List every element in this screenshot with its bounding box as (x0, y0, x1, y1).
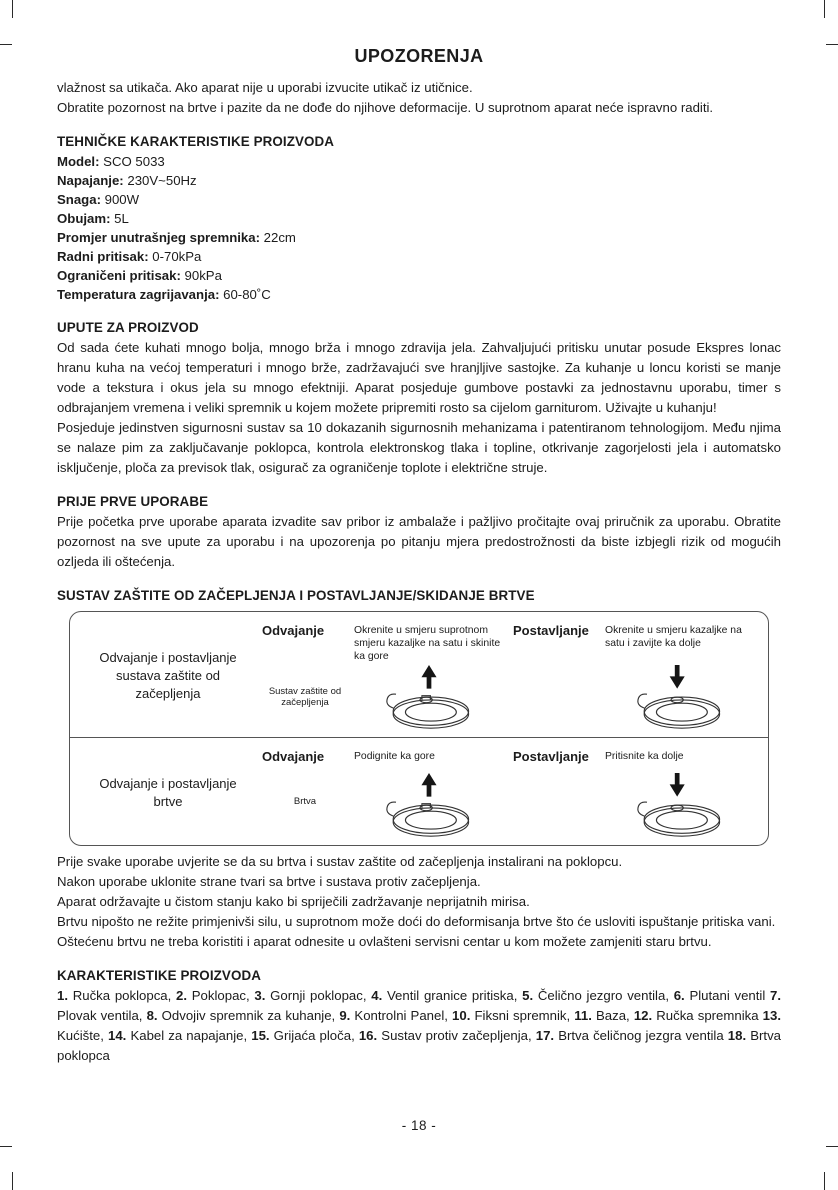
up-arrow-icon (421, 665, 436, 689)
care-note-line: Aparat održavajte u čistom stanju kako bi spriječili zadržavanje neprijatnih mirisa. (57, 894, 530, 909)
section-heading-first-use: PRIJE PRVE UPORABE (57, 494, 209, 509)
section-heading-features: KARAKTERISTIKE PROIZVODA (57, 968, 262, 983)
spec-row (57, 190, 781, 209)
spec-label: Temperatura zagrijavanja: (57, 287, 220, 302)
spec-value: 0-70kPa (148, 249, 202, 264)
feature-item (57, 988, 176, 1003)
feature-text: Odvojiv spremnik za kuhanje, (157, 1008, 340, 1023)
spec-row (57, 209, 781, 228)
feature-text: Ručka poklopca, (68, 988, 177, 1003)
intro-paragraphs (57, 78, 781, 118)
remove-description: Podignite ka gore (354, 751, 435, 762)
diagram-row-filter-label: Odvajanje i postavljanje sustava zaštite od začepljenja (99, 650, 237, 701)
lid-drawing (380, 773, 478, 839)
section-heading-seal-system: SUSTAV ZAŠTITE OD ZAČEPLJENJA I POSTAVLJANJE/SKIDANJE BRTVE (57, 588, 535, 603)
intro-line: Obratite pozornost na brtve i pazite da ne dođe do njihove deformacije. U suprotnom aparat neće ispravno raditi. (57, 100, 714, 115)
feature-number: 12. (633, 1008, 653, 1023)
feature-text: Kontrolni Panel, (350, 1008, 453, 1023)
spec-value: 230V~50Hz (123, 173, 197, 188)
feature-number: 15. (251, 1028, 270, 1043)
spec-list (57, 152, 781, 304)
product-guide-paragraph: Od sada ćete kuhati mnogo bolja, mnogo brža i mnogo zdravija jela. Zahvaljujući pritisku unutar posude Ekspres lonac hranu kuha na većoj temperaturi i mnogo brže, zadržavajući sve hranjljive sastojke. Za kuhanje u loncu koristi se manje vode a tekstura i okus jela su mnogo efektniji. Aparat posjeduje gumbove postavki za jednostavnu uporabu, timer s odbrajanjem vremena i veliki spremnik u kojem možete pripremiti rosto sa cijelom garniturom. Uživajte u kuhanju! (57, 340, 781, 415)
spec-row (57, 247, 781, 266)
feature-item (254, 988, 371, 1003)
feature-item (574, 1008, 634, 1023)
spec-row (57, 152, 781, 171)
features-list (57, 988, 781, 1063)
spec-row (57, 228, 781, 247)
spec-label: Obujam: (57, 211, 111, 226)
remove-title: Odvajanje (262, 623, 325, 638)
spec-value: 60-80˚C (219, 287, 271, 302)
spec-value: 5L (110, 211, 129, 226)
remove-caption: Sustav zaštite od začepljenja (268, 686, 342, 708)
filter-install-group (507, 621, 758, 731)
remove-title: Odvajanje (262, 749, 325, 764)
care-note-line: Brtvu nipošto ne režite primjenivši silu, u suprotnom može doći do deformisanja brtve što će usloviti ispuštanje pritiska vani. (57, 914, 776, 929)
spec-label: Radni pritisak: (57, 249, 149, 264)
remove-description: Okrenite u smjeru suprotnom smjeru kazaljke na satu i skinite ka gore (354, 625, 501, 662)
feature-number: 4. (371, 988, 383, 1003)
up-arrow-icon (421, 773, 436, 797)
spec-value: 900W (100, 192, 140, 207)
feature-item (452, 1008, 574, 1023)
care-note-line: Prije svake uporabe uvjerite se da su brtva i sustav zaštite od začepljenja instalirani na poklopcu. (57, 854, 623, 869)
down-arrow-icon (669, 773, 684, 797)
intro-line: vlažnost sa utikača. Ako aparat nije u uporabi izvucite utikač iz utičnice. (57, 80, 473, 95)
feature-item (536, 1028, 728, 1043)
feature-item (108, 1028, 251, 1043)
section-heading-specs: TEHNIČKE KARAKTERISTIKE PROIZVODA (57, 134, 335, 149)
product-guide-paragraph: Posjeduje jedinstven sigurnosni sustav sa 10 dokazanih sigurnosnih mehanizama i patentiranom tehnologijom. Među njima se nalaze pim za zaključavanje poklopca, kontrola elektronskog tlaka i topline, otkrivanje zagorjelosti jela i automatsko isključenje, ploča za previsok tlak, osigurač za ograničenje toplote i električne struje. (57, 420, 781, 475)
diagram-row-filter (70, 612, 768, 737)
feature-text: Gornji poklopac, (265, 988, 372, 1003)
feature-text: Grijaća ploča, (269, 1028, 359, 1043)
feature-text: Ručka spremnika (652, 1008, 763, 1023)
feature-text: Fiksni spremnik, (470, 1008, 575, 1023)
feature-number: 7. (770, 988, 782, 1003)
feature-number: 9. (339, 1008, 351, 1023)
spec-row (57, 285, 781, 304)
feature-number: 13. (762, 1008, 781, 1023)
feature-text: Kućište, (57, 1028, 109, 1043)
feature-text: Poklopac, (187, 988, 255, 1003)
spec-label: Model: (57, 154, 100, 169)
spec-value: SCO 5033 (99, 154, 165, 169)
feature-number: 1. (57, 988, 68, 1003)
product-guide-paragraphs (57, 338, 781, 478)
first-use-paragraph: Prije početka prve uporabe aparata izvadite sav pribor iz ambalaže i pažljivo pročitajte ovaj priručnik za uporabu. Obratite pozornost na sve upute za uporabu i na upozorenja po pitanju mjera predostrožnosti da biste izbjegli rizik od mogućih ozljeda ili oštećenja. (57, 514, 781, 569)
feature-number: 18. (727, 1028, 747, 1043)
feature-number: 14. (108, 1028, 127, 1043)
lid-illustration-remove-gasket (354, 771, 503, 839)
lid-drawing (380, 665, 478, 731)
filter-remove-group (256, 621, 507, 731)
gasket-remove-group (256, 747, 507, 839)
spec-row (57, 266, 781, 285)
seal-diagram-box (69, 611, 769, 846)
feature-number: 2. (176, 988, 188, 1003)
feature-item (359, 1028, 536, 1043)
feature-item (522, 988, 674, 1003)
feature-number: 10. (452, 1008, 471, 1023)
care-notes (57, 852, 781, 952)
lid-illustration-install-filter (605, 663, 754, 731)
diagram-row-gasket (70, 737, 768, 845)
features-paragraph (57, 986, 781, 1066)
feature-text: Baza, (591, 1008, 634, 1023)
feature-text: Brtva poklopca (57, 1028, 781, 1063)
feature-number: 8. (146, 1008, 158, 1023)
feature-item (251, 1028, 359, 1043)
feature-number: 5. (522, 988, 534, 1003)
feature-text: Kabel za napajanje, (126, 1028, 252, 1043)
lid-illustration-install-gasket (605, 771, 754, 839)
page-number: - 18 - (401, 1118, 437, 1133)
care-note-line: Oštećenu brtvu ne treba koristiti i aparat odnesite u ovlašteni servisni centar u kom možete zamjeniti staru brtvu. (57, 934, 712, 949)
feature-number: 17. (535, 1028, 555, 1043)
diagram-row-gasket-label: Odvajanje i postavljanje brtve (99, 776, 237, 809)
feature-number: 3. (254, 988, 266, 1003)
first-use-paragraphs (57, 512, 781, 572)
feature-number: 16. (358, 1028, 378, 1043)
install-description: Pritisnite ka dolje (605, 751, 684, 762)
feature-item (176, 988, 254, 1003)
feature-text: Brtva čeličnog jezgra ventila (554, 1028, 728, 1043)
lid-illustration-remove-filter (354, 663, 503, 731)
feature-number: 11. (574, 1008, 592, 1023)
feature-item (371, 988, 522, 1003)
spec-label: Ograničeni pritisak: (57, 268, 181, 283)
page-title: UPOZORENJA (354, 46, 484, 66)
install-title: Postavljanje (513, 623, 589, 638)
lid-drawing (631, 665, 729, 731)
feature-text: Sustav protiv začepljenja, (377, 1028, 536, 1043)
install-title: Postavljanje (513, 749, 589, 764)
feature-text: Čelično jezgro ventila, (533, 988, 674, 1003)
spec-value: 22cm (260, 230, 296, 245)
spec-value: 90kPa (180, 268, 222, 283)
down-arrow-icon (669, 665, 684, 689)
gasket-install-group (507, 747, 758, 839)
spec-label: Napajanje: (57, 173, 124, 188)
feature-text: Ventil granice pritiska, (382, 988, 523, 1003)
feature-item (674, 988, 770, 1003)
lid-drawing (631, 773, 729, 839)
feature-text: Plutani ventil (684, 988, 771, 1003)
remove-caption: Brtva (293, 796, 317, 807)
feature-text: Plovak ventila, (57, 1008, 147, 1023)
spec-row (57, 171, 781, 190)
care-note-line: Nakon uporabe uklonite strane tvari sa brtve i sustava protiv začepljenja. (57, 874, 481, 889)
section-heading-product-guide: UPUTE ZA PROIZVOD (57, 320, 199, 335)
spec-label: Promjer unutrašnjeg spremnika: (57, 230, 260, 245)
spec-label: Snaga: (57, 192, 101, 207)
install-description: Okrenite u smjeru kazaljke na satu i zavijte ka dolje (605, 625, 742, 649)
feature-item (339, 1008, 452, 1023)
feature-number: 6. (673, 988, 685, 1003)
feature-item (634, 1008, 763, 1023)
feature-item (147, 1008, 340, 1023)
